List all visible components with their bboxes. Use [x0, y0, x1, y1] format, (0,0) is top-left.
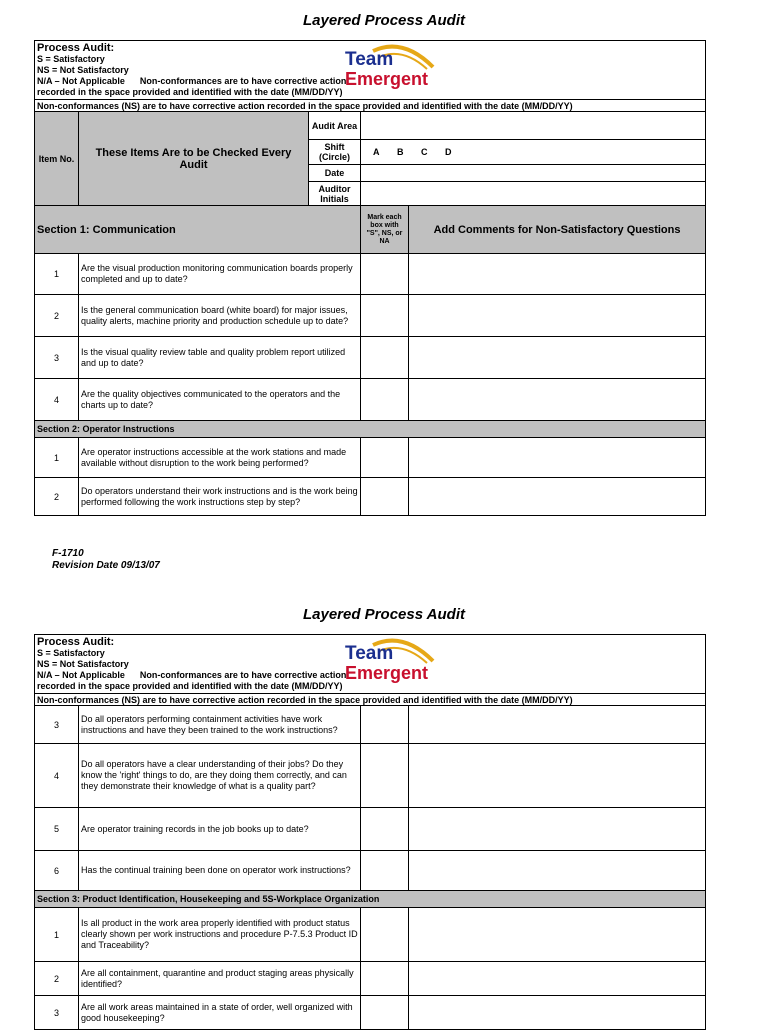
- comment-cell[interactable]: [409, 706, 706, 744]
- nc-note-b: recorded in the space provided and identified with the date (MM/DD/YY): [37, 681, 343, 691]
- auditor-label: Auditor Initials: [309, 182, 361, 206]
- mark-cell[interactable]: [361, 438, 409, 478]
- table-row: [35, 706, 706, 744]
- mark-cell[interactable]: [361, 851, 409, 891]
- shift-d[interactable]: D: [445, 147, 452, 157]
- shift-c[interactable]: C: [421, 147, 428, 157]
- nc-note-a: Non-conformances are to have corrective action: [139, 76, 347, 86]
- revision-date: Revision Date 09/13/07: [52, 560, 160, 571]
- question-text: Are operator training records in the job books up to date?: [79, 808, 361, 851]
- legend-not-applicable: N/A – Not Applicable: [37, 670, 125, 680]
- mark-cell[interactable]: [361, 908, 409, 962]
- question-text: Do operators understand their work instructions and is the work being performed following the work instructions step by step?: [79, 478, 361, 516]
- legend-satisfactory: S = Satisfactory: [37, 648, 105, 658]
- mark-cell[interactable]: [361, 337, 409, 379]
- legend-not-satisfactory: NS = Not Satisfactory: [37, 659, 129, 669]
- mark-cell[interactable]: [361, 744, 409, 808]
- item-number: 4: [35, 379, 79, 421]
- audit-area-field[interactable]: [361, 112, 706, 140]
- nc-full-note: Non-conformances (NS) are to have corrective action recorded in the space provided and identified with the date (MM/DD/YY): [35, 694, 706, 706]
- mark-cell[interactable]: [361, 478, 409, 516]
- table-row: [35, 478, 706, 516]
- table-row: [35, 996, 706, 1030]
- comment-cell[interactable]: [409, 908, 706, 962]
- mark-cell[interactable]: [361, 254, 409, 295]
- table-row: [35, 962, 706, 996]
- comment-cell[interactable]: [409, 478, 706, 516]
- legend-not-applicable: N/A – Not Applicable: [37, 76, 125, 86]
- item-no-header: Item No.: [35, 112, 79, 206]
- comment-cell[interactable]: [409, 744, 706, 808]
- legend-not-satisfactory: NS = Not Satisfactory: [37, 65, 129, 75]
- item-number: 3: [35, 706, 79, 744]
- add-comments-header: Add Comments for Non-Satisfactory Questions: [409, 206, 706, 254]
- process-audit-label: Process Audit:: [37, 42, 115, 54]
- item-number: 1: [35, 908, 79, 962]
- mark-cell[interactable]: [361, 379, 409, 421]
- audit-form-page-2: [34, 634, 706, 1030]
- legend-satisfactory: S = Satisfactory: [37, 54, 105, 64]
- comment-cell[interactable]: [409, 808, 706, 851]
- nc-note-a: Non-conformances are to have corrective action: [139, 670, 347, 680]
- form-footer: [52, 548, 160, 572]
- table-row: [35, 438, 706, 478]
- item-number: 2: [35, 478, 79, 516]
- form-header: [35, 41, 706, 100]
- item-number: 6: [35, 851, 79, 891]
- section-2-title: Section 2: Operator Instructions: [35, 421, 706, 438]
- comment-cell[interactable]: [409, 438, 706, 478]
- item-number: 1: [35, 438, 79, 478]
- shift-a[interactable]: A: [373, 147, 380, 157]
- table-row: [35, 379, 706, 421]
- table-row: [35, 908, 706, 962]
- form-header: [35, 635, 706, 694]
- mark-cell[interactable]: [361, 706, 409, 744]
- mark-each-header: Mark each box with "S", NS, or NA: [361, 206, 409, 254]
- logo-text-emergent: Emergent: [345, 69, 429, 89]
- audit-area-label: Audit Area: [309, 112, 361, 140]
- question-text: Are all containment, quarantine and product staging areas physically identified?: [79, 962, 361, 996]
- logo-text-emergent: Emergent: [345, 663, 429, 683]
- question-text: Is all product in the work area properly identified with product status clearly shown per work instructions and procedure P-7.5.3 Product ID and Traceability?: [79, 908, 361, 962]
- item-number: 3: [35, 996, 79, 1030]
- mark-cell[interactable]: [361, 808, 409, 851]
- item-number: 3: [35, 337, 79, 379]
- table-row: [35, 254, 706, 295]
- question-text: Do all operators have a clear understanding of their jobs? Do they know the 'right' things to do, are they doing them correctly, and can they demonstrate their knowledge of what is a quality part?: [79, 744, 361, 808]
- comment-cell[interactable]: [409, 962, 706, 996]
- comment-cell[interactable]: [409, 851, 706, 891]
- logo-text-team: Team: [345, 643, 394, 664]
- logo-text-team: Team: [345, 49, 394, 70]
- audit-form-page-1: [34, 40, 706, 516]
- process-audit-label: Process Audit:: [37, 636, 115, 648]
- mark-cell[interactable]: [361, 295, 409, 337]
- section-1-title: Section 1: Communication: [35, 206, 361, 254]
- page-title: Layered Process Audit: [302, 606, 465, 623]
- mark-cell[interactable]: [361, 996, 409, 1030]
- table-row: [35, 337, 706, 379]
- section-3-title: Section 3: Product Identification, Housekeeping and 5S-Workplace Organization: [35, 891, 706, 908]
- team-emergent-logo: [343, 43, 435, 89]
- item-number: 2: [35, 295, 79, 337]
- form-number: F-1710: [52, 548, 84, 559]
- question-text: Are all work areas maintained in a state of order, well organized with good housekeeping?: [79, 996, 361, 1030]
- shift-label: Shift (Circle): [309, 140, 361, 165]
- comment-cell[interactable]: [409, 295, 706, 337]
- table-row: [35, 808, 706, 851]
- team-emergent-logo: [343, 637, 435, 683]
- question-text: Are the visual production monitoring communication boards properly completed and up to date?: [79, 254, 361, 295]
- question-text: Are the quality objectives communicated to the operators and the charts up to date?: [79, 379, 361, 421]
- shift-b[interactable]: B: [397, 147, 404, 157]
- question-text: Is the general communication board (white board) for major issues, quality alerts, machine priority and production schedule up to date?: [79, 295, 361, 337]
- question-text: Are operator instructions accessible at the work stations and made available without disruption to the work being performed?: [79, 438, 361, 478]
- question-text: Is the visual quality review table and quality problem report utilized and up to date?: [79, 337, 361, 379]
- nc-full-note: Non-conformances (NS) are to have corrective action recorded in the space provided and identified with the date (MM/DD/YY): [35, 100, 706, 112]
- table-row: [35, 295, 706, 337]
- date-label: Date: [309, 165, 361, 182]
- comment-cell[interactable]: [409, 337, 706, 379]
- comment-cell[interactable]: [409, 379, 706, 421]
- item-number: 4: [35, 744, 79, 808]
- question-text: Do all operators performing containment activities have work instructions and have they been trained to the work instructions?: [79, 706, 361, 744]
- auditor-field[interactable]: [361, 182, 706, 206]
- question-text: Has the continual training been done on operator work instructions?: [79, 851, 361, 891]
- mark-cell[interactable]: [361, 962, 409, 996]
- comment-cell[interactable]: [409, 996, 706, 1030]
- items-checked-header: These Items Are to be Checked Every Audit: [79, 112, 309, 206]
- nc-note-b: recorded in the space provided and identified with the date (MM/DD/YY): [37, 87, 343, 97]
- date-field[interactable]: [361, 165, 706, 182]
- shift-options[interactable]: [361, 140, 706, 165]
- item-number: 5: [35, 808, 79, 851]
- item-number: 1: [35, 254, 79, 295]
- table-row: [35, 744, 706, 808]
- page-title: Layered Process Audit: [302, 12, 465, 29]
- item-number: 2: [35, 962, 79, 996]
- comment-cell[interactable]: [409, 254, 706, 295]
- table-row: [35, 851, 706, 891]
